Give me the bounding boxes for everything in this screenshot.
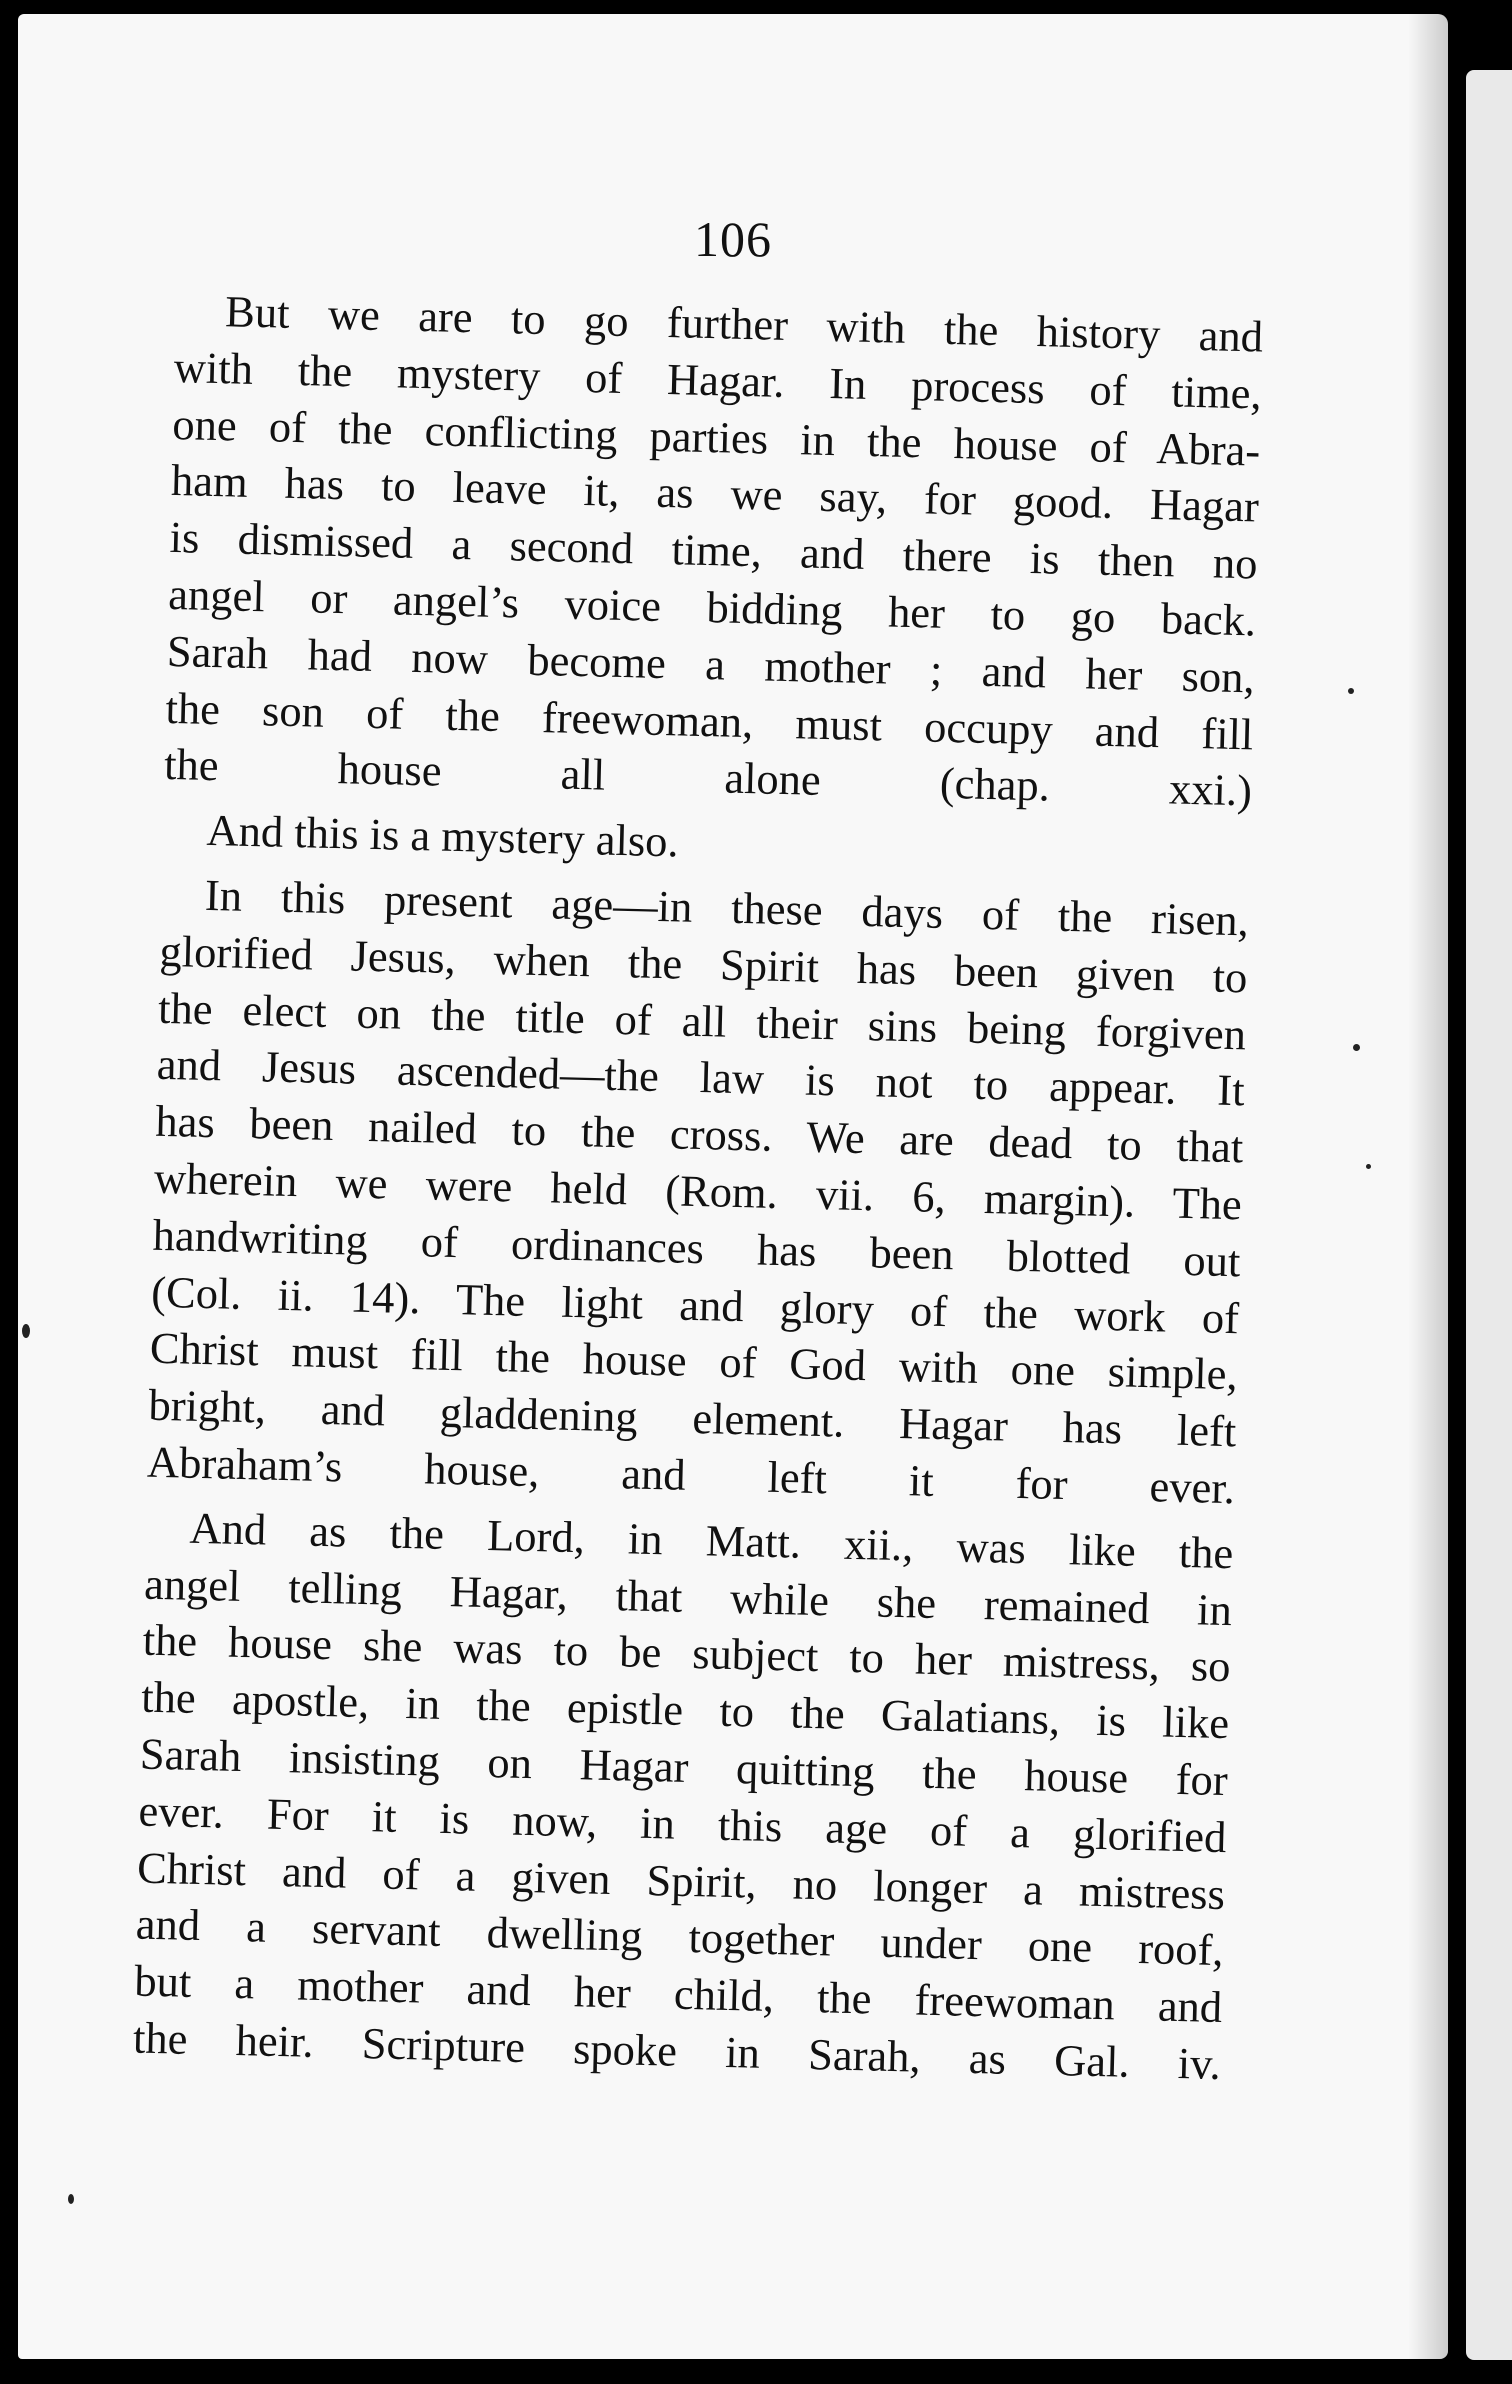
ink-speck <box>1366 1164 1371 1169</box>
book-page <box>18 14 1448 2359</box>
paragraph-hagar-history: But we are to go further with the history and with the mystery of Hagar. In process of time, one of the conflicting parties in the house of Abra- ham has to leave it, as we say, for good. Hagar is dismissed a second time, and there is then no angel or angel’s voice bidding her to go back. Sarah had now become a mother ; and her son, the son of the freewoman, must occupy and fill the house all alone (chap. xxi.) <box>163 286 1264 816</box>
adjacent-page-edge <box>1466 70 1512 2360</box>
paragraph-mystery-also: And this is a mystery also. <box>206 805 680 867</box>
page-number: 106 <box>694 211 772 267</box>
body-text <box>132 282 1263 2101</box>
ink-speck <box>68 2194 74 2204</box>
ink-speck <box>22 1324 30 1338</box>
ink-speck <box>1348 688 1354 694</box>
paragraph-present-age: In this present age—in these days of the risen, glorified Jesus, when the Spirit has been given to the elect on the title of all their sins being forgiven and Jesus ascended—the law is not to appear. It has been nailed to the cross. We are dead to that wherein we were held (Rom. vii. 6, margin). The handwriting of ordinances has been blotted out (Col. ii. 14). The light and glory of the work of Christ must fill the house of God with one simple, bright, and gladdening element. Hagar has left Abraham’s house, and left it for ever. <box>146 869 1250 1514</box>
paragraph-lord-matthew: And as the Lord, in Matt. xii., was like the angel telling Hagar, that while she remained in the house she was to be subject to her mistress, so the apostle, in the epistle to the Galatians, is like Sarah insisting on Hagar quitting the house for ever. For it is now, in this age of a glorified Christ and of a given Spirit, no longer a mistress and a servant dwelling together under one roof, but a mother and her child, the freewoman and the heir. Scripture spoke in Sarah, as Gal. iv. <box>132 1502 1234 2089</box>
ink-speck <box>1353 1044 1360 1051</box>
